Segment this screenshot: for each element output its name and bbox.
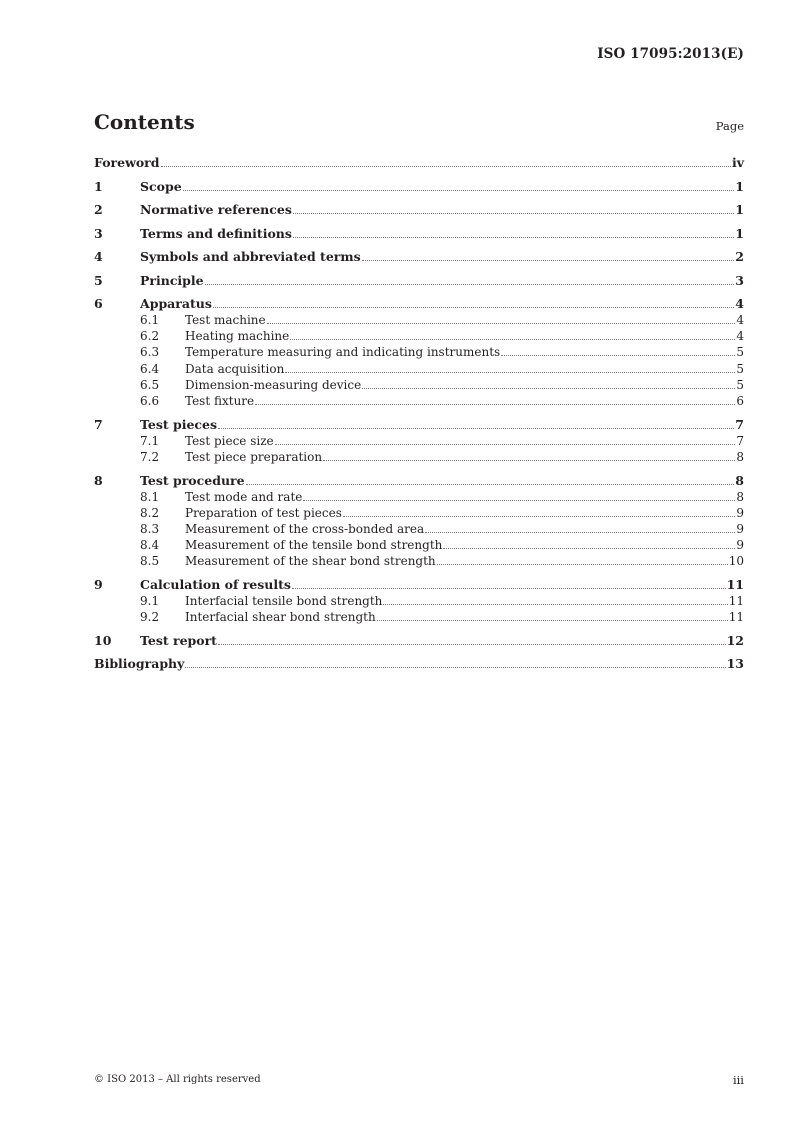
dot-leader (437, 564, 728, 565)
toc-entry-title: Calculation of results (140, 576, 291, 592)
toc-entry-number: 6.1 (140, 313, 160, 327)
toc-entry[interactable] (94, 609, 744, 625)
toc-entry-page: 5 (736, 345, 744, 360)
toc-entry-number: 1 (94, 178, 103, 194)
dot-leader (205, 284, 735, 285)
toc-entry-title: Test report (140, 632, 217, 648)
dot-leader (161, 166, 731, 167)
toc-entry-page: 11 (728, 593, 744, 608)
dot-leader (293, 213, 734, 214)
toc-entry-number: 6.4 (140, 361, 160, 376)
toc-entry-number: 8.5 (140, 554, 160, 569)
toc-entry-page: 13 (726, 656, 744, 672)
toc-entry-page: 4 (736, 329, 744, 344)
toc-entry-title: Test procedure (140, 472, 245, 488)
dot-leader (275, 444, 736, 445)
toc-entry[interactable] (94, 179, 744, 195)
toc-entry[interactable] (94, 656, 744, 672)
toc-entry-number: 4 (94, 249, 103, 264)
toc-entry-title: Interfacial shear bond strength (185, 610, 376, 625)
dot-leader (343, 516, 735, 517)
toc-entry-title: Bibliography (94, 656, 185, 672)
toc-entry-page: 8 (735, 472, 744, 488)
toc-header (94, 110, 744, 140)
dot-leader (267, 323, 736, 324)
toc-entry-page: 1 (735, 202, 744, 217)
toc-entry[interactable] (94, 361, 744, 377)
toc-entry-page: 7 (736, 433, 744, 448)
dot-leader (362, 388, 735, 389)
toc-entry-number: 3 (94, 225, 103, 241)
toc-entry-page: 11 (726, 576, 744, 592)
toc-entry-number: 7.1 (140, 433, 160, 448)
toc-entry-title: Test piece preparation (185, 449, 323, 464)
toc-entry[interactable] (94, 577, 744, 593)
toc-entry-number: 6.6 (140, 393, 160, 408)
toc-entry[interactable] (94, 593, 744, 609)
toc-entry[interactable] (94, 633, 744, 649)
toc-entry[interactable] (94, 489, 744, 505)
toc-entry[interactable] (94, 505, 744, 521)
toc-entry-title: Data acquisition (185, 361, 285, 376)
toc-entry-number: 8.4 (140, 538, 160, 553)
dot-leader (293, 237, 734, 238)
dot-leader (213, 307, 734, 308)
toc-entry-page: 5 (736, 361, 744, 376)
toc-entry-page: 12 (726, 632, 744, 648)
footer-page-number: iii (732, 1073, 744, 1087)
dot-leader (323, 460, 735, 461)
dot-leader (362, 260, 735, 261)
toc-entry-title: Temperature measuring and indicating instruments (185, 345, 501, 360)
dot-leader (285, 372, 735, 373)
toc-entry-title: Foreword (94, 155, 160, 170)
toc-entry-title: Dimension-measuring device (185, 377, 362, 392)
toc-entry-number: 9 (94, 576, 103, 592)
toc-entry-number: 8 (94, 472, 103, 488)
page-column-label: Page (715, 119, 744, 133)
dot-leader (303, 500, 735, 501)
toc-entry-number: 10 (94, 632, 112, 648)
toc-entry-page: 8 (736, 489, 744, 504)
toc-entry-page: 10 (728, 554, 744, 569)
toc-entry-number: 8.3 (140, 521, 160, 536)
toc-entry-title: Scope (140, 178, 182, 194)
toc-entry-number: 9.2 (140, 610, 160, 625)
toc-entry[interactable] (94, 433, 744, 449)
toc-entry-number: 6.5 (140, 377, 160, 392)
toc-entry-title: Test mode and rate (185, 489, 303, 504)
toc-entry-number: 6.3 (140, 345, 160, 360)
toc-entry[interactable] (94, 449, 744, 465)
toc-entry-number: 5 (94, 272, 103, 288)
dot-leader (255, 404, 735, 405)
dot-leader (292, 588, 726, 589)
dot-leader (185, 667, 725, 668)
toc-entry-number: 8.1 (140, 489, 160, 504)
toc-entry-title: Test machine (185, 313, 266, 327)
dot-leader (246, 484, 735, 485)
toc-entry-page: 9 (736, 538, 744, 553)
dot-leader (183, 190, 735, 191)
toc-entry-page: 2 (735, 249, 744, 264)
toc-entry-title: Test pieces (140, 416, 218, 432)
toc-entry[interactable] (94, 296, 744, 312)
toc-entry-title: Normative references (140, 202, 292, 217)
toc-entry-page: 5 (736, 377, 744, 392)
table-of-contents (94, 155, 744, 672)
toc-entry-page: 9 (736, 505, 744, 520)
toc-entry-page: 9 (736, 521, 744, 536)
toc-entry-title: Apparatus (140, 296, 212, 311)
toc-entry[interactable] (94, 273, 744, 289)
toc-entry-number: 8.2 (140, 505, 160, 520)
dot-leader (377, 620, 728, 621)
toc-entry-number: 7 (94, 416, 103, 432)
toc-entry-title: Terms and definitions (140, 225, 292, 241)
toc-entry[interactable] (94, 553, 744, 569)
toc-entry[interactable] (94, 473, 744, 489)
toc-entry-title: Test piece size (185, 433, 274, 448)
toc-entry-page: 4 (736, 313, 744, 327)
dot-leader (290, 339, 735, 340)
toc-entry-number: 7.2 (140, 449, 160, 464)
toc-entry[interactable] (94, 202, 744, 218)
toc-entry-number: 6.2 (140, 329, 160, 344)
toc-title: Contents (94, 110, 195, 134)
toc-entry-title: Measurement of the cross-bonded area (185, 521, 425, 536)
toc-entry-title: Measurement of the shear bond strength (185, 554, 436, 569)
toc-entry[interactable] (94, 393, 744, 409)
toc-entry[interactable] (94, 344, 744, 360)
toc-entry[interactable] (94, 226, 744, 242)
toc-entry-page: 8 (736, 449, 744, 464)
toc-entry-title: Heating machine (185, 329, 290, 344)
toc-entry-page: 3 (735, 272, 744, 288)
toc-entry[interactable] (94, 377, 744, 393)
toc-entry[interactable] (94, 155, 744, 171)
toc-entry-page: 1 (735, 225, 744, 241)
toc-entry-page: iv (731, 155, 744, 170)
dot-leader (218, 428, 734, 429)
toc-entry-title: Symbols and abbreviated terms (140, 249, 361, 264)
toc-entry[interactable] (94, 417, 744, 433)
toc-entry[interactable] (94, 537, 744, 553)
toc-entry-title: Test fixture (185, 393, 255, 408)
toc-entry[interactable] (94, 521, 744, 537)
toc-entry[interactable] (94, 249, 744, 265)
dot-leader (501, 355, 735, 356)
footer-copyright: © ISO 2013 – All rights reserved (94, 1074, 261, 1085)
toc-entry-page: 6 (736, 393, 744, 408)
toc-entry-number: 2 (94, 202, 103, 217)
toc-entry-page: 11 (728, 610, 744, 625)
toc-entry-page: 7 (735, 416, 744, 432)
toc-entry-number: 9.1 (140, 593, 160, 608)
toc-entry[interactable] (94, 328, 744, 344)
toc-entry-title: Interfacial tensile bond strength (185, 593, 383, 608)
toc-entry-page: 1 (735, 178, 744, 194)
toc-entry[interactable] (94, 312, 744, 328)
dot-leader (218, 644, 726, 645)
toc-entry-number: 6 (94, 296, 103, 311)
toc-entry-page: 4 (735, 296, 744, 311)
dot-leader (383, 604, 727, 605)
toc-entry-title: Measurement of the tensile bond strength (185, 538, 443, 553)
toc-entry-title: Principle (140, 272, 204, 288)
toc-entry-title: Preparation of test pieces (185, 505, 342, 520)
dot-leader (443, 548, 735, 549)
dot-leader (425, 532, 735, 533)
standard-number: ISO 17095:2013(E) (597, 46, 744, 62)
